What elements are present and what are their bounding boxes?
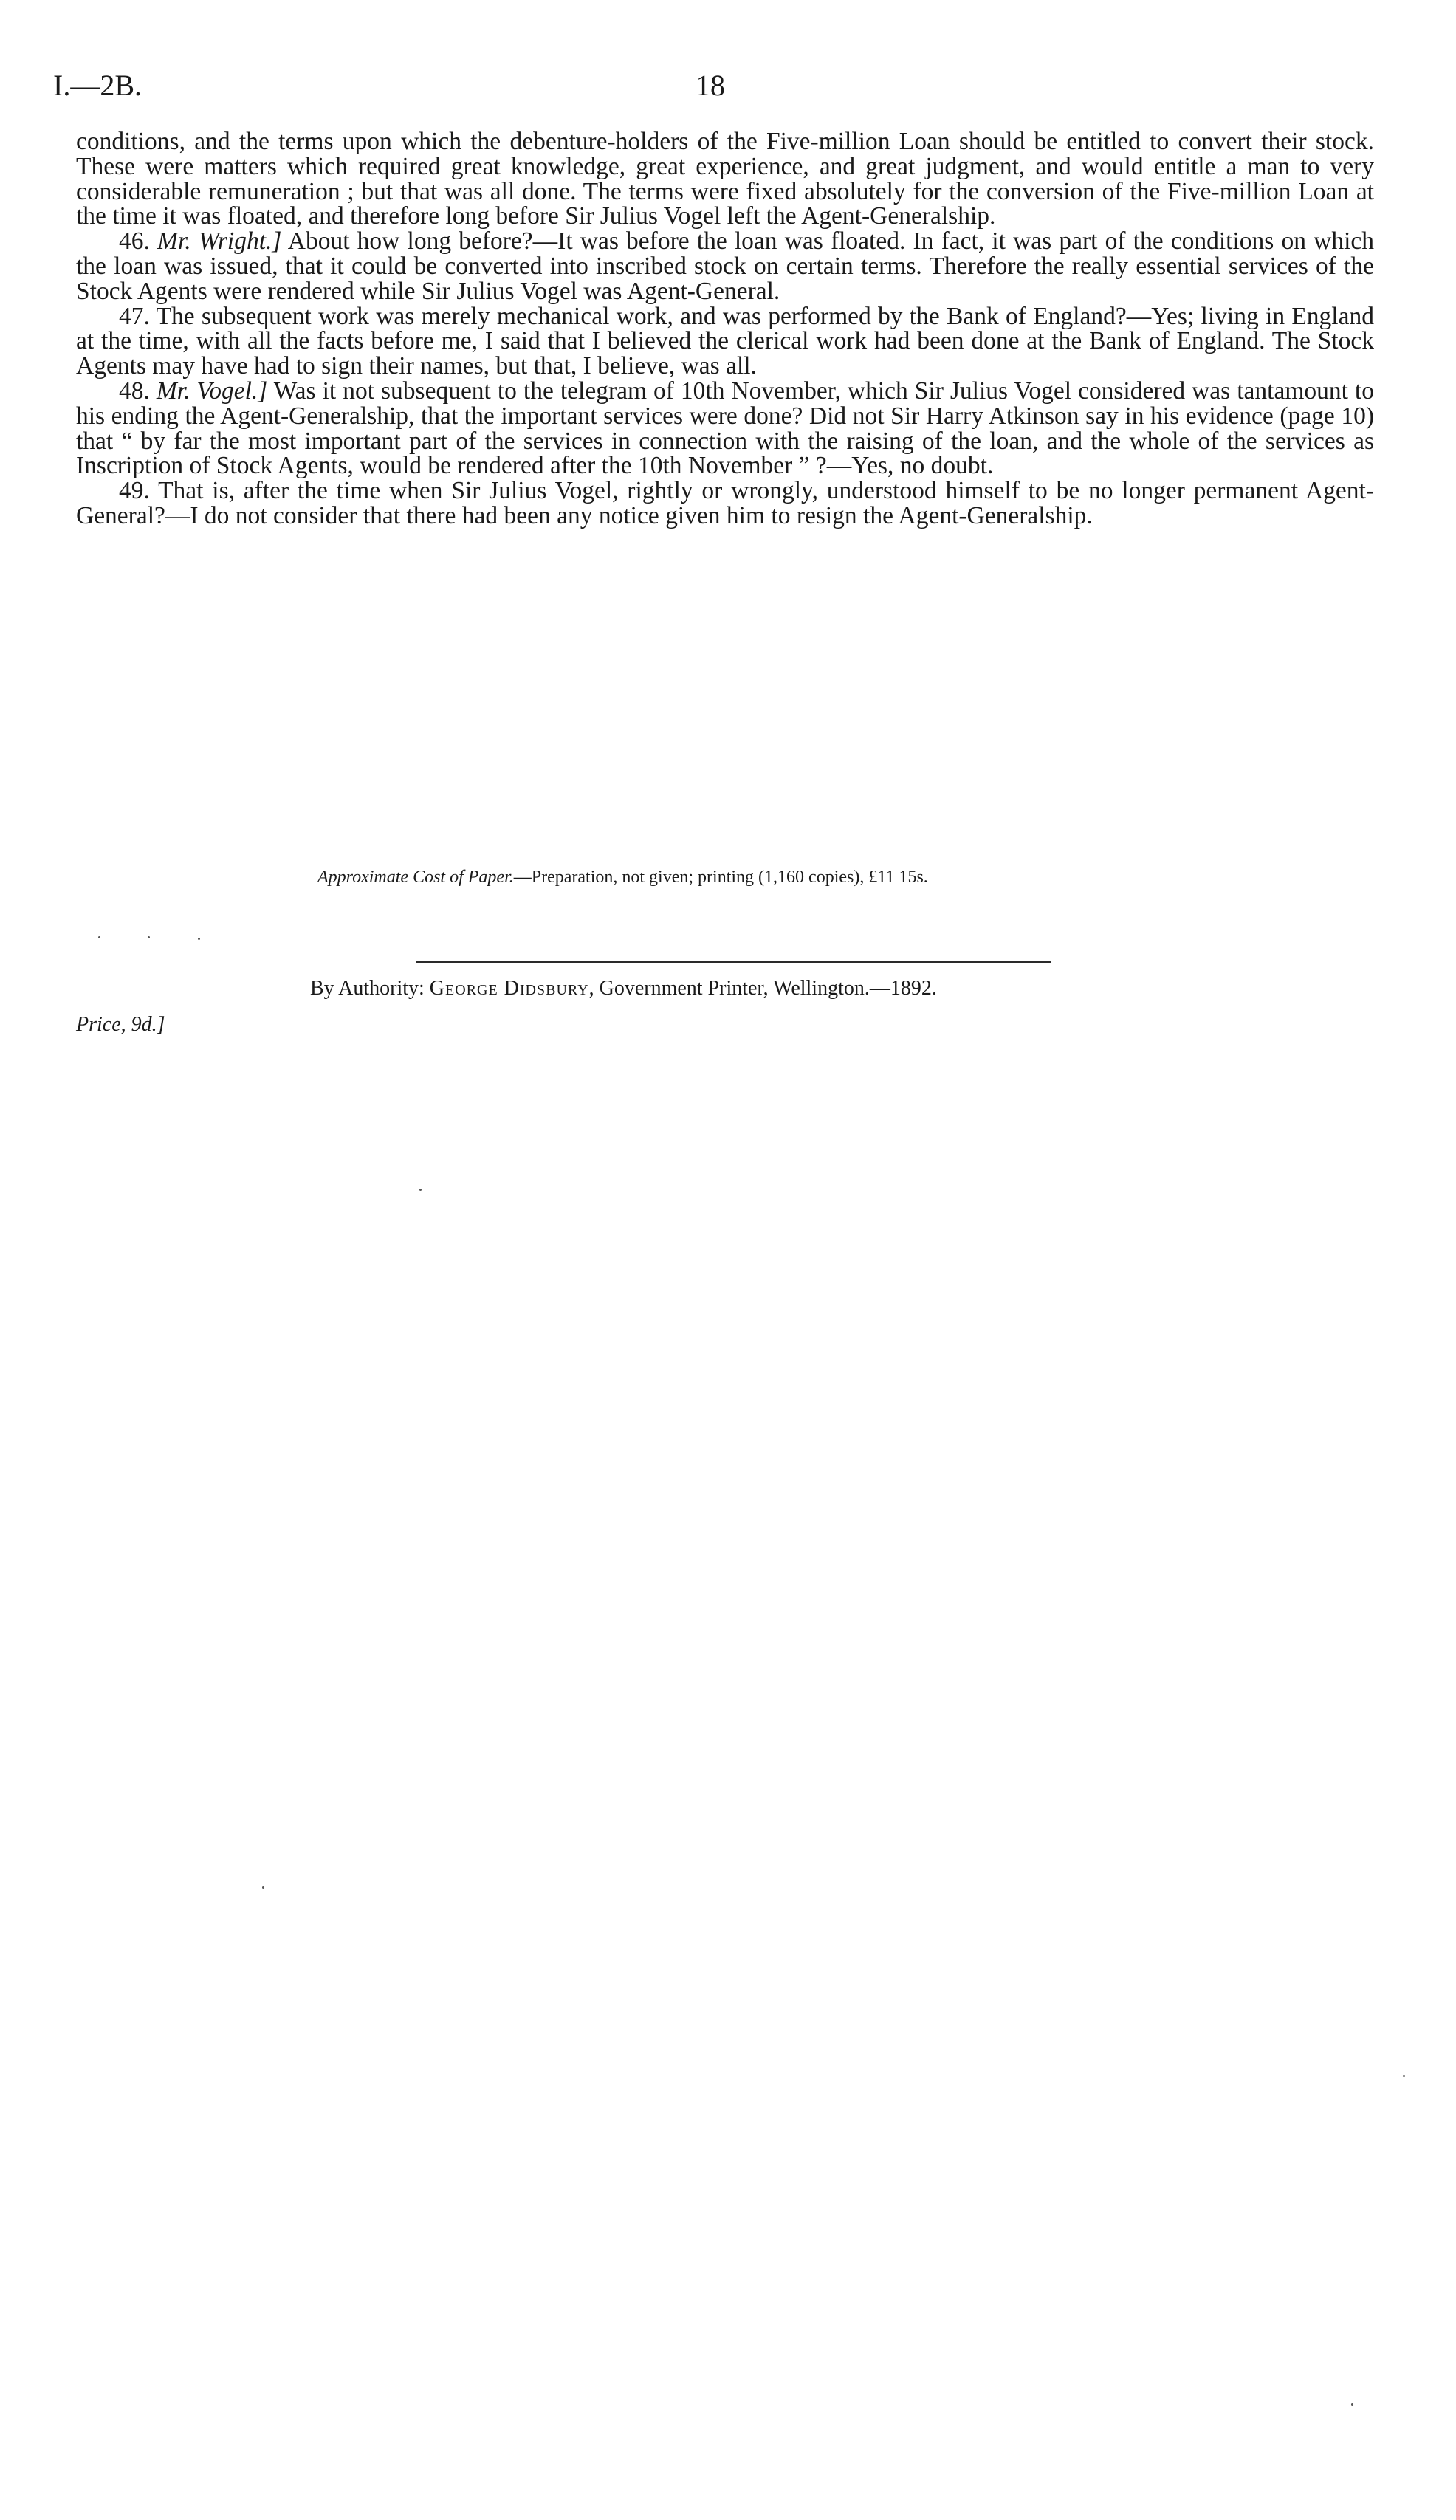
footer-divider bbox=[416, 961, 1051, 963]
speaker-label: Mr. Wright.] bbox=[157, 227, 282, 255]
page-header bbox=[53, 68, 1375, 112]
paragraph-number: 47. bbox=[119, 302, 150, 330]
paragraph-text: About how long before?—It was before the loan was floated. In fact, it was part of the conditions on which the loan was issued, that it could be converted into inscribed stock on certain terms. Therefore the really essential services of the Stock Agents were rendered while Sir Julius Vogel was Agent-General. bbox=[76, 227, 1375, 305]
paragraph-46 bbox=[76, 229, 1374, 303]
paragraph-number: 48. bbox=[119, 377, 150, 405]
paragraph-47 bbox=[76, 304, 1374, 379]
authority-prefix: By Authority: bbox=[310, 977, 425, 1000]
paragraph-text: The subsequent work was merely mechanical work, and was performed by the Bank of England?—Yes; living in England at the time, with all the facts before me, I said that I believed the clerical work had been done at the Bank of England. The Stock Agents may have had to sign their names, but that, I believe, was all. bbox=[76, 302, 1374, 380]
speck bbox=[198, 938, 200, 940]
paragraph-number: 46. bbox=[119, 227, 150, 255]
paragraph-continuation bbox=[76, 129, 1374, 229]
cost-of-paper-note bbox=[317, 868, 1203, 888]
speck bbox=[98, 936, 100, 938]
speck bbox=[419, 1189, 422, 1191]
printer-name: George Didsbury bbox=[429, 977, 589, 1000]
speck bbox=[1403, 2075, 1405, 2077]
printer-authority bbox=[310, 977, 1270, 1000]
document-reference: I.—2B. bbox=[53, 69, 142, 102]
paragraph-text: conditions, and the terms upon which the debenture-holders of the Five-million Loan should be entitled to convert their stock. These were matters which required great knowledge, great experience, and great judgment, and would entitle a man to very considerable remuneration ; but that was all done. The terms were fixed absolutely for the conversion of the Five-million Loan at the time it was floated, and therefore long before Sir Julius Vogel left the Agent-Generalship. bbox=[76, 128, 1374, 230]
speaker-label: Mr. Vogel.] bbox=[156, 377, 268, 405]
cost-label: Approximate Cost of Paper. bbox=[317, 868, 514, 887]
speck bbox=[262, 1886, 264, 1889]
document-body bbox=[76, 129, 1374, 529]
paragraph-number: 49. bbox=[119, 477, 150, 505]
paragraph-text: Was it not subsequent to the telegram of 10th November, which Sir Julius Vogel considered was tantamount to his ending the Agent-Generalship, that the important services were done? Did not Sir Harry Atkinson say in his evidence (page 10) that “ by far the most important part of the services in connection with the raising of the loan, and the whole of the services as Inscription of Stock Agents, would be rendered after the 10th November ” ?—Yes, no doubt. bbox=[76, 377, 1374, 480]
authority-suffix: , Government Printer, Wellington.—1892. bbox=[588, 977, 937, 1000]
speck bbox=[148, 936, 150, 938]
paragraph-text: That is, after the time when Sir Julius Vogel, rightly or wrongly, understood himself to be no longer permanent Agent-General?—I do not consider that there had been any notice given him to resign the Agent-Generalship. bbox=[76, 477, 1374, 529]
speck bbox=[1351, 2403, 1353, 2406]
paragraph-49 bbox=[76, 478, 1374, 529]
cost-text: —Preparation, not given; printing (1,160 copies), £11 15s. bbox=[513, 868, 928, 887]
page-number: 18 bbox=[696, 69, 725, 102]
paragraph-48 bbox=[76, 379, 1374, 478]
price-note: Price, 9d.] bbox=[76, 1013, 165, 1036]
